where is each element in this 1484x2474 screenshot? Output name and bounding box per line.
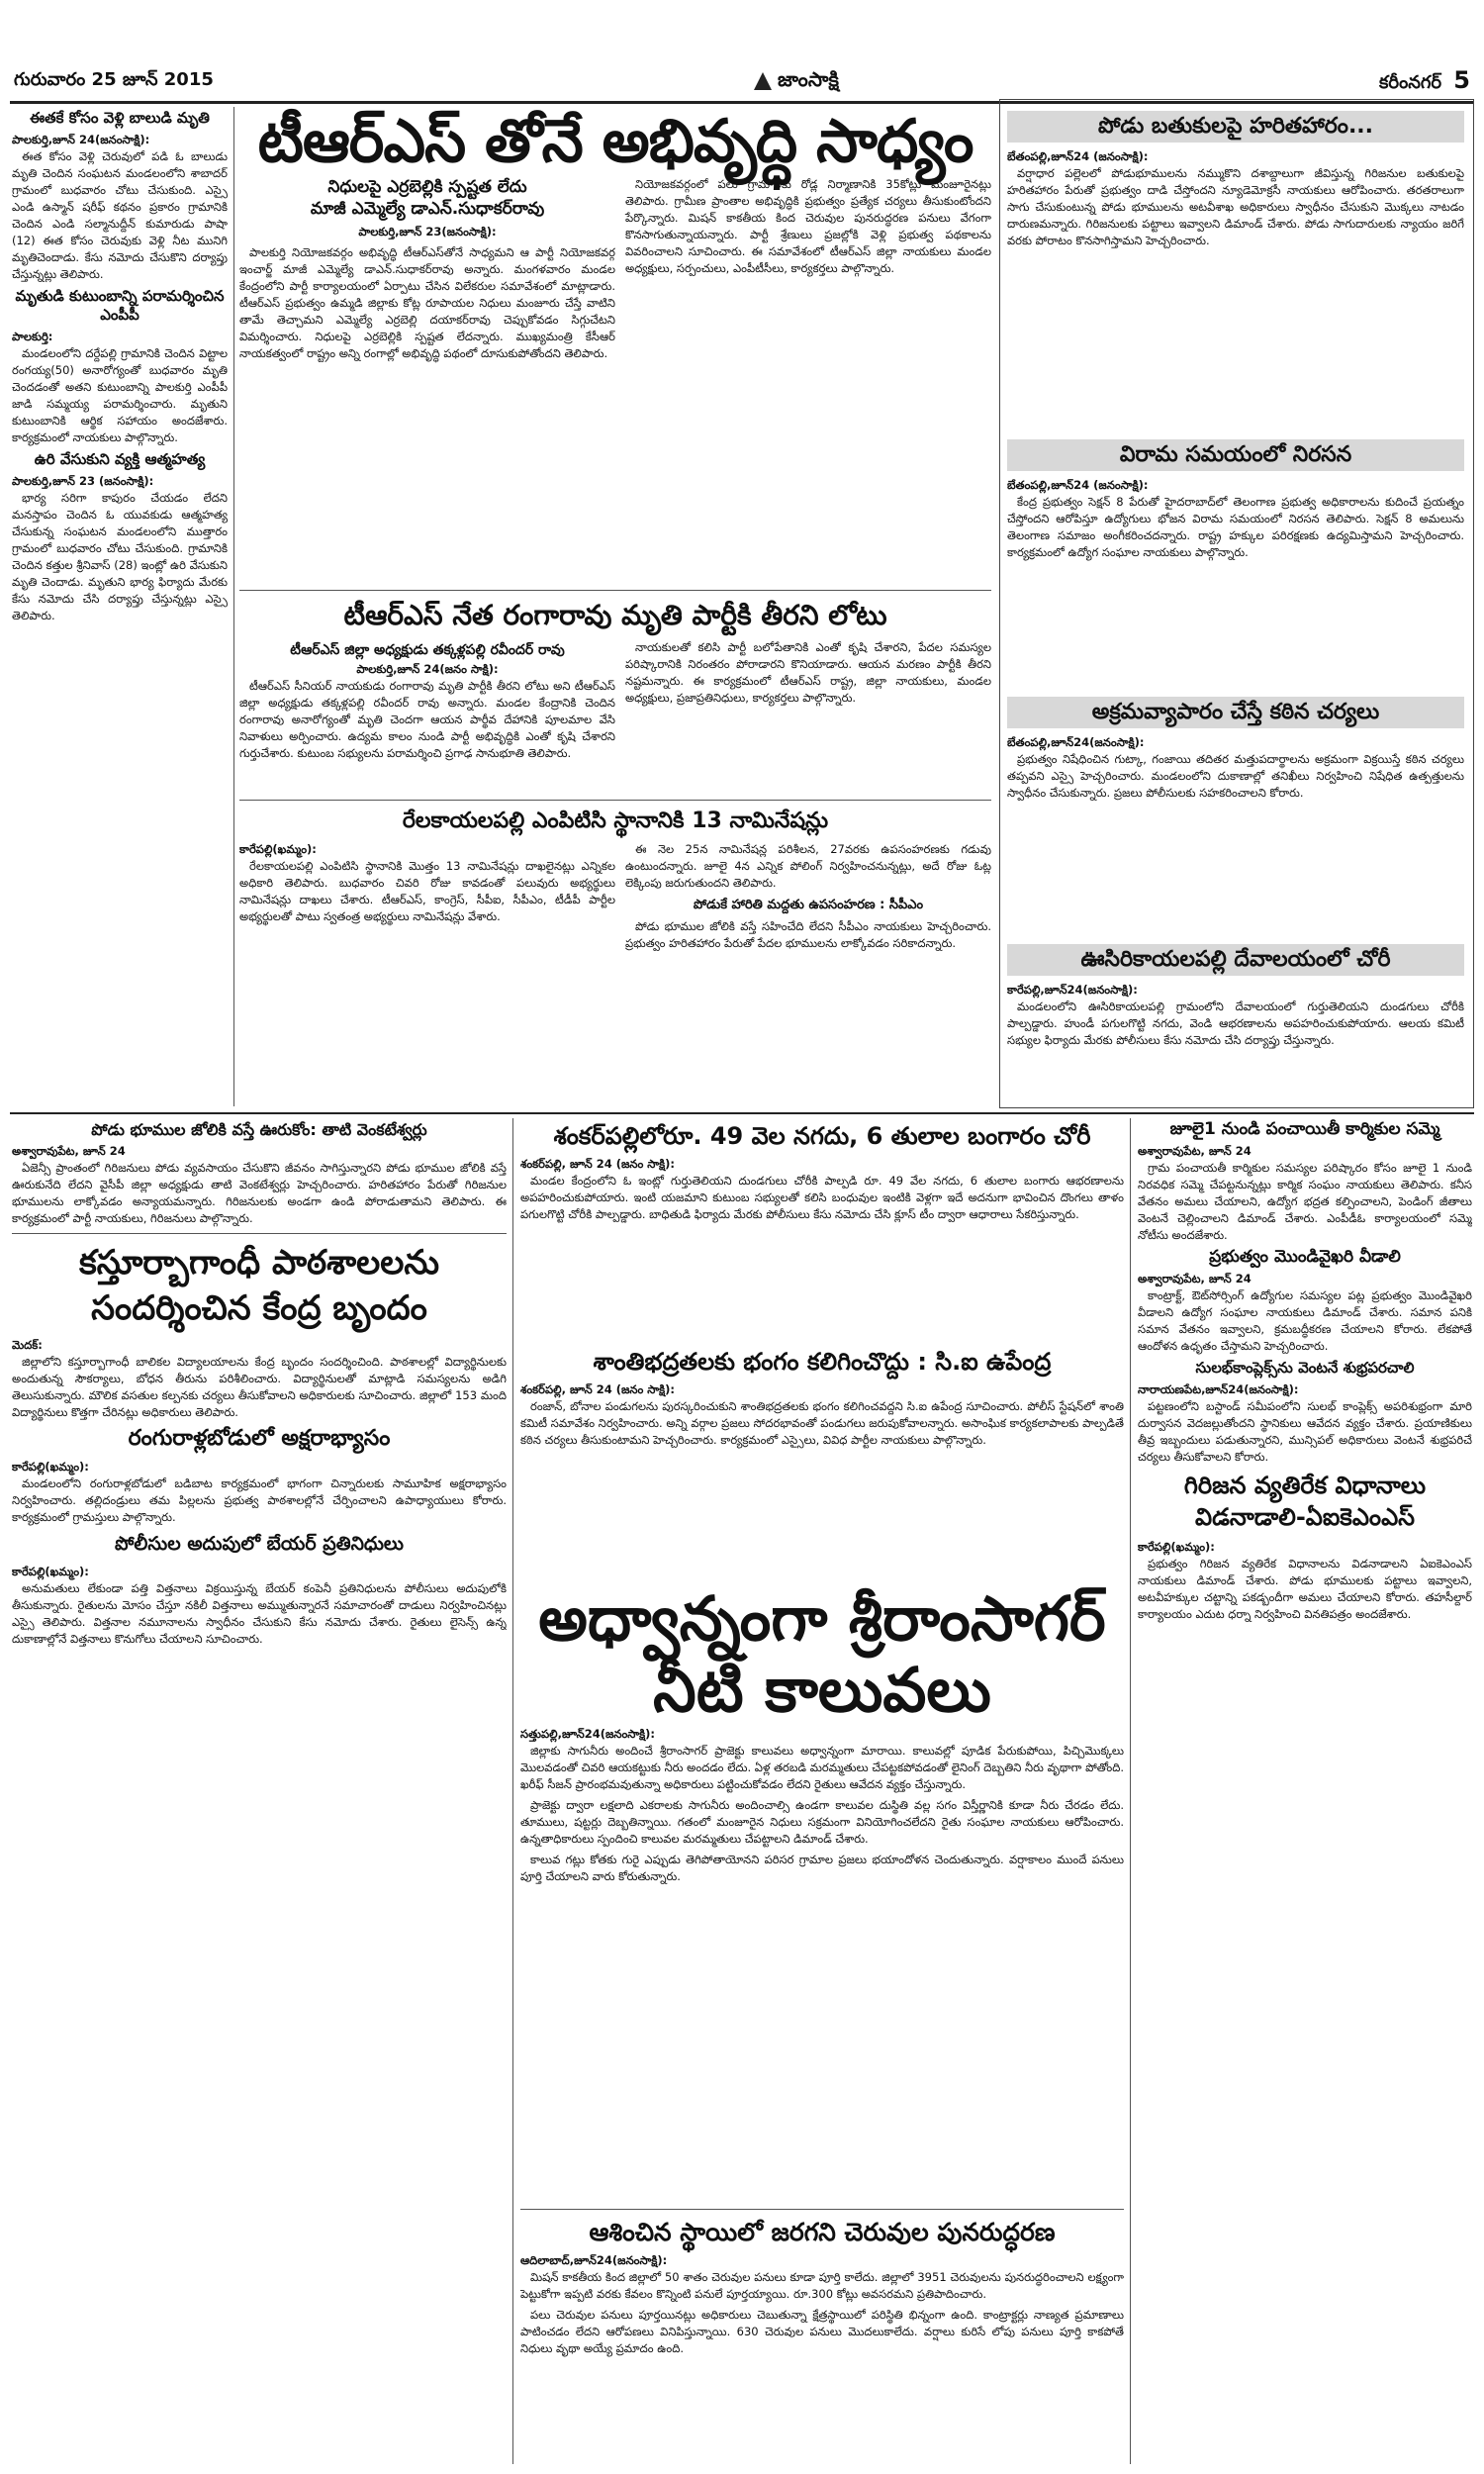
- article-heading: పోలీసుల అదుపులో బేయర్ ప్రతినిధులు: [115, 1533, 404, 1555]
- podu-article: [1007, 107, 1464, 344]
- article-heading: ఊసిరికాయలపల్లి దేవాలయంలో చోరీ: [1007, 944, 1464, 976]
- article-body: ప్రభుత్వం గిరిజన వ్యతిరేక విధానాలను విడనాడాలని ఏఐకెఎంఎస్ నాయకులు డిమాండ్ చేశారు. పోడు భూములకు పట్టాలు ఇవ్వాలని, అటవీహక్కుల చట్టాన్ని పకడ్బందీగా అమలు చేయాలని కోరారు. తహసీల్దార్ కార్యాలయం ఎదుట ధర్నా నిర్వహించి వినతిపత్రం అందజేశారు.: [1138, 1557, 1472, 1621]
- article-heading: గిరిజన వ్యతిరేక విధానాలు విడనాడాలి-ఏఐకెఎంఎస్: [1183, 1472, 1427, 1531]
- theft-article: [1007, 940, 1464, 1103]
- article-body: కేంద్ర ప్రభుత్వం సెక్షన్ 8 పేరుతో హైదరాబాద్‌లో తెలంగాణ ప్రభుత్వ అధికారాలను కుదించే ప్రయత్నం చేస్తోందని ఆరోపిస్తూ ఉద్యోగులు భోజన విరామ సమయంలో నిరసన తెలిపారు. సెక్షన్ 8 అమలును తెలంగాణ సమాజం అంగీకరించదన్నారు. రాష్ట్ర హక్కుల పరిరక్షణకు ఉద్యమిస్తామని హెచ్చరించారు. కార్యక్రమంలో ఉద్యోగ సంఘాల నాయకులు పాల్గొన్నారు.: [1007, 495, 1464, 559]
- dateline: కారేపల్లి(ఖమ్మం):: [12, 1460, 89, 1474]
- article-body: ప్రాజెక్టు ద్వారా లక్షలాది ఎకరాలకు సాగునీరు అందించాల్సి ఉండగా కాలువల దుస్థితి వల్ల సగం విస్తీర్ణానికి కూడా నీరు చేరడం లేదు. తూములు, షట్టర్లు దెబ్బతిన్నాయి. గతంలో మంజూరైన నిధులు సక్రమంగా వినియోగించలేదని రైతు సంఘాల నాయకులు ఆరోపించారు. ఉన్నతాధికారులు స్పందించి కాలువల మరమ్మతులు చేపట్టాలని డిమాండ్ చేశారు.: [520, 1798, 1124, 1846]
- srsp-headline-line2: నీటి కాలువలు: [653, 1654, 991, 1726]
- article-body: పోడు భూముల జోలికి వస్తే సహించేది లేదని సీపీఎం నాయకులు హెచ్చరించారు. ప్రభుత్వం హరితహారం పేరుతో పేదల భూములను లాక్కోవడం సరికాదన్నారు.: [625, 919, 991, 950]
- article-heading: టీఆర్ఎస్ నేత రంగారావు మృతి పార్టీకి తీరని లోటు: [343, 599, 887, 631]
- dateline: మెదక్:: [12, 1338, 43, 1352]
- dateline: బేతంపల్లి,జూన్24 (జనంసాక్షి):: [1007, 149, 1149, 163]
- article-heading: శాంతిభద్రతలకు భంగం కలిగించొద్దు : సి.ఐ ఉపేంద్ర: [593, 1348, 1052, 1376]
- page-number: 5: [1453, 65, 1470, 94]
- lead-headline: టీఆర్ఎస్ తోనే అభివృద్ధి సాధ్యం: [257, 107, 974, 176]
- article-heading: రేలకాయలపల్లి ఎంపిటిసి స్థానానికి 13 నామినేషన్లు: [402, 809, 829, 833]
- article-body: మండలంలోని రంగురాళ్లబోడులో బడిబాట కార్యక్రమంలో భాగంగా చిన్నారులకు సామూహిక అక్షరాభ్యాసం నిర్వహించారు. తల్లిదండ్రులు తమ పిల్లలను ప్రభుత్వ పాఠశాలల్లోనే చేర్పించాలని ఉపాధ్యాయులు కోరారు. కార్యక్రమంలో గ్రామస్తులు పాల్గొన్నారు.: [12, 1476, 507, 1524]
- dateline: పాలకుర్తి,జూన్ 24(జనంసాక్షి):: [12, 133, 150, 146]
- article-body: ప్రభుత్వం నిషేధించిన గుట్కా, గంజాయి తదితర మత్తుపదార్థాలను అక్రమంగా విక్రయిస్తే కఠిన చర్యలు తప్పవని ఎస్సై హెచ్చరించారు. మండలంలోని దుకాణాల్లో తనిఖీలు నిర్వహించి నిషేధిత ఉత్పత్తులను స్వాధీనం చేసుకున్నారు. ప్రజలు పోలీసులకు సహకరించాలని కోరారు.: [1007, 752, 1464, 800]
- article-heading: సులభ్‌కాంప్లెక్స్‌ను వెంటనే శుభ్రపరచాలి: [1195, 1359, 1415, 1377]
- article-heading: ఉరి వేసుకుని వ్యక్తి ఆత్మహత్య: [34, 450, 206, 468]
- brand: [754, 67, 839, 96]
- left-column: [12, 107, 228, 1111]
- article-heading: ఈతకే కోసం వెళ్లి బాలుడి మృతి: [30, 109, 210, 127]
- article-body: ఈ నెల 25న నామినేషన్ల పరిశీలన, 27వరకు ఉపసంహరణకు గడువు ఉంటుందన్నారు. జూలై 4న ఎన్నిక పోలింగ్ నిర్వహించనున్నట్లు, అదే రోజు ఓట్ల లెక్కింపు జరుగుతుందని తెలిపారు.: [625, 842, 991, 890]
- edition-name: కరీంనగర్: [1379, 71, 1441, 93]
- dateline: పాలకుర్తి:: [12, 330, 53, 343]
- issue-date: గురువారం 25 జూన్ 2015: [14, 68, 214, 90]
- dateline: శంకర్‌పల్లి, జూన్ 24 (జనం సాక్షి):: [520, 1382, 676, 1396]
- tanks-article: [520, 2215, 1124, 2462]
- bottom-right-column: [1138, 1118, 1472, 2464]
- article-body: భార్య సరిగా కాపురం చేయడం లేదని మనస్తాపం చెందిన ఓ యువకుడు ఆత్మహత్య చేసుకున్న సంఘటన మండలంలోని ముత్తారం గ్రామంలో బుధవారం చోటు చేసుకుంది. గ్రామానికి చెందిన కత్తుల శ్రీనివాస్ (28) ఇంట్లో ఉరి వేసుకుని మృతి చెందాడు. మృతుని భార్య ఫిర్యాదు మేరకు కేసు నమోదు చేసి దర్యాప్తు చేస్తున్నట్లు ఎస్సై తెలిపారు.: [12, 491, 228, 622]
- dateline: అశ్వారావుపేట, జూన్ 24: [1138, 1272, 1252, 1285]
- dateline: అశ్వారావుపేట, జూన్ 24: [12, 1144, 126, 1158]
- article-body: గ్రామ పంచాయతీ కార్మికుల సమస్యల పరిష్కారం కోసం జూలై 1 నుండి నిరవధిక సమ్మె చేపట్టనున్నట్లు కార్మిక సంఘం నాయకులు తెలిపారు. కనీస వేతనం అమలు చేయాలని, ఉద్యోగ భద్రత కల్పించాలని, పెండింగ్ జీతాలు వెంటనే చెల్లించాలని డిమాండ్ చేశారు. ఎంపీడీఓ కార్యాలయంలో సమ్మె నోటీసు అందజేశారు.: [1138, 1161, 1472, 1242]
- article-body: మండలంలోని దర్దేపల్లి గ్రామానికి చెందిన విట్టాల రంగయ్య(50) అనారోగ్యంతో బుధవారం మృతి చెందడంతో అతని కుటుంబాన్ని పాలకుర్తి ఎంపీపీ జాడి సమ్మయ్య పరామర్శించారు. మృతుని కుటుంబానికి ఆర్థిక సహాయం అందజేశారు. కార్యక్రమంలో నాయకులు పాల్గొన్నారు.: [12, 346, 228, 444]
- article-body: కాంట్రాక్ట్, ఔట్‌సోర్సింగ్ ఉద్యోగుల సమస్యల పట్ల ప్రభుత్వం మొండివైఖరి వీడాలని ఉద్యోగ సంఘాల నాయకులు డిమాండ్ చేశారు. సమాన పనికి సమాన వేతనం ఇవ్వాలని, క్రమబద్ధీకరణ చేయాలని కోరారు. లేకపోతే ఆందోళన ఉధృతం చేస్తామని హెచ్చరించారు.: [1138, 1288, 1472, 1353]
- article-body: జిల్లాకు సాగునీరు అందించే శ్రీరాంసాగర్ ప్రాజెక్టు కాలువలు అధ్వాన్నంగా మారాయి. కాలువల్లో పూడిక పేరుకుపోయి, పిచ్చిమొక్కలు మొలవడంతో చివరి ఆయకట్టుకు నీరు అందడం లేదు. ఏళ్ల తరబడి మరమ్మతులు చేపట్టకపోవడంతో లైనింగ్ దెబ్బతిని నీరు వృథాగా పోతోంది. ఖరీఫ్ సీజన్ ప్రారంభమవుతున్నా అధికారులు పట్టించుకోవడం లేదని రైతులు ఆవేదన వ్యక్తం చేస్తున్నారు.: [520, 1744, 1124, 1791]
- column-divider: [1130, 1118, 1131, 2464]
- akrama-article: [1007, 693, 1464, 930]
- edition-info: [1379, 66, 1474, 97]
- article-subheading: టీఆర్ఎస్ జిల్లా అధ్యక్షుడు తక్కళ్లపల్లి రవీందర్ రావు: [290, 642, 565, 658]
- dateline: సత్తుపల్లి,జూన్24(జనంసాక్షి):: [520, 1727, 656, 1741]
- article-body: పలు చెరువుల పనులు పూర్తయినట్లు అధికారులు చెబుతున్నా క్షేత్రస్థాయిలో పరిస్థితి భిన్నంగా ఉంది. కాంట్రాక్టర్లు నాణ్యత ప్రమాణాలు పాటించడం లేదని ఆరోపణలు వినిపిస్తున్నాయి. 630 చెరువుల పనులు మొదలుకాలేదు. వర్షాలు కురిసే లోపు పనులు పూర్తి కాకపోతే నిధులు వృథా అయ్యే ప్రమాదం ఉంది.: [520, 2308, 1124, 2355]
- article-body: వర్షాధార పల్లెలలో పోడుభూములను నమ్ముకొని దశాబ్దాలుగా జీవిస్తున్న గిరిజనుల బతుకులపై హరితహారం పేరుతో ప్రభుత్వం దాడి చేస్తోందని న్యూడెమోక్రసీ నాయకులు ఆరోపించారు. తరతరాలుగా సాగు చేసుకుంటున్న పోడు భూములను అటవీశాఖ అధికారులు స్వాధీనం చేసుకుని మొక్కలు నాటడం దారుణమన్నారు. గిరిజనులకు పట్టాలు ఇవ్వాలని డిమాండ్ చేశారు. పోడు సాగుదారులకు న్యాయం జరిగే వరకు పోరాటం కొనసాగిస్తామని హెచ్చరించారు.: [1007, 166, 1464, 247]
- brand-logo-icon: [754, 72, 772, 90]
- dateline: బేతంపల్లి,జూన్24(జనంసాక్షి):: [1007, 735, 1145, 749]
- article-heading: ప్రభుత్వం మొండివైఖరి వీడాలి: [1209, 1247, 1401, 1267]
- dateline: ఆదిలాబాద్,జూన్24(జనంసాక్షి):: [520, 2253, 668, 2267]
- article-body: మిషన్ కాకతీయ కింద జిల్లాలో 50 శాతం చెరువుల పనులు కూడా పూర్తి కాలేదు. జిల్లాలో 3951 చెరువులను పునరుద్ధరించాలని లక్ష్యంగా పెట్టుకోగా ఇప్పటి వరకు కేవలం కొన్నింటి పనులే పూర్తయ్యాయి. రూ.300 కోట్లు అవసరమని ప్రతిపాదించారు.: [520, 2270, 1124, 2301]
- dateline: శంకర్‌పల్లి, జూన్ 24 (జనం సాక్షి):: [520, 1157, 676, 1171]
- peace-article: [520, 1344, 1124, 1562]
- article-heading: కస్తూర్బాగాంధీ పాఠశాలలను సందర్శించిన కేంద్ర బృందం: [78, 1243, 440, 1328]
- article-body: జిల్లాలోని కస్తూర్బాగాంధీ బాలికల విద్యాలయాలను కేంద్ర బృందం సందర్శించింది. పాఠశాలల్లో విద్యార్థినులకు అందుతున్న సౌకర్యాలు, బోధన తీరును పరిశీలించారు. విద్యార్థినులతో మాట్లాడి సమస్యలను అడిగి తెలుసుకున్నారు. మౌలిక వసతుల కల్పనకు చర్యలు తీసుకోవాలని అధికారులకు సూచించారు. జిల్లాలో 153 మంది విద్యార్థినులు కొత్తగా చేరినట్లు అధికారులు తెలిపారు.: [12, 1355, 507, 1419]
- obituary-article: [239, 594, 991, 792]
- srsp-headline-line1: అధ్వాన్నంగా శ్రీరాంసాగర్: [538, 1583, 1106, 1655]
- dateline: కారేపల్లి(ఖమ్మం):: [12, 1565, 89, 1578]
- brand-name: జాంసాక్షి: [777, 66, 839, 91]
- article-body: పట్టణంలోని బస్టాండ్ సమీపంలోని సులభ్ కాంప్లెక్స్ అపరిశుభ్రంగా మారి దుర్వాసన వెదజల్లుతోందని స్థానికులు ఆవేదన వ్యక్తం చేశారు. ప్రయాణికులు తీవ్ర ఇబ్బందులు పడుతున్నారని, మున్సిపల్ అధికారులు వెంటనే శుభ్రపరిచే చర్యలు తీసుకోవాలని కోరారు.: [1138, 1399, 1472, 1464]
- section-divider: [12, 1233, 507, 1234]
- article-heading: మృతుడి కుటుంబాన్ని పరామర్శించిన ఎంపీపీ: [15, 287, 225, 324]
- article-heading: అక్రమవ్యాపారం చేస్తే కఠిన చర్యలు: [1007, 697, 1464, 728]
- dateline: కారేపల్లి,జూన్24(జనంసాక్షి):: [1007, 983, 1138, 997]
- column-divider: [233, 107, 234, 1106]
- theft2-article: [520, 1118, 1124, 1336]
- lead-subheading: మాజీ ఎమ్మెల్యే డాఎన్.సుధాకర్‌రావు: [310, 199, 545, 219]
- article-body: ఈత కోసం వెళ్లి చెరువులో పడి ఓ బాలుడు మృతి చెందిన సంఘటన మండలంలోని శాబాదర్ గ్రామంలో బుధవారం చోటు చేసుకుంది. ఎస్సై ఎండి ఉస్మాన్ షరీఫ్ కథనం ప్రకారం గ్రామానికి చెందిన ఎండి సల్మానుద్దీన్ కుమారుడు పాషా (12) ఈత కోసం చెరువుకు వెళ్లి నీట మునిగి మృతిచెందాడు. కేసు నమోదు చేసుకొని దర్యాప్తు చేస్తున్నట్లు తెలిపారు.: [12, 149, 228, 281]
- article-heading: పోడు భూముల జోలికి వస్తే ఊరుకోం: తాటి వెంకటేశ్వర్లు: [91, 1120, 427, 1139]
- dateline: బేతంపల్లి,జూన్24 (జనంసాక్షి):: [1007, 478, 1149, 492]
- section-divider: [520, 2209, 1124, 2210]
- dateline: కారేపల్లి(ఖమ్మం):: [239, 842, 317, 856]
- article-subheading: పోడుకే హారితి మద్దతు ఉపసంహరణ : సీపీఎం: [693, 898, 924, 912]
- lead-article: [239, 107, 991, 582]
- viraama-article: [1007, 435, 1464, 693]
- article-heading: శంకర్‌పల్లిలోరూ. 49 వెల నగదు, 6 తులాల బంగారం చోరీ: [553, 1122, 1091, 1150]
- fold-divider: [10, 1112, 1474, 1114]
- article-body: ఏజెన్సీ ప్రాంతంలో గిరిజనులు పోడు వ్యవసాయం చేసుకొని జీవనం సాగిస్తున్నారని పోడు భూముల జోలికి వస్తే ఊరుకునేది లేదని వైసీపీ జిల్లా అధ్యక్షుడు తాటి వెంకటేశ్వర్లు హెచ్చరించారు. హరితహారం పేరుతో గిరిజనుల భూములను లాక్కోవడం అన్యాయమన్నారు. గిరిజనులకు అండగా ఉండి పోరాడుతామని తెలిపారు. ఈ కార్యక్రమంలో పార్టీ నాయకులు, గిరిజనులు పాల్గొన్నారు.: [12, 1161, 507, 1225]
- srsp-article: [520, 1583, 1124, 2202]
- article-body: నియోజకవర్గంలో పలు గ్రామాలకు రోడ్ల నిర్మాణానికి 35కోట్లు మంజూరైనట్లు తెలిపారు. గ్రామీణ ప్రాంతాల అభివృద్ధికి ప్రభుత్వం ప్రత్యేక చర్యలు తీసుకుంటోందని పేర్కొన్నారు. మిషన్ కాకతీయ కింద చెరువుల పునరుద్ధరణ పనులు వేగంగా కొనసాగుతున్నాయన్నారు. పార్టీ శ్రేణులు ప్రజల్లోకి వెళ్లి ప్రభుత్వ పథకాలను వివరించాలని సూచించారు. ఈ సమావేశంలో టీఆర్ఎస్ జిల్లా నాయకులు మండల అధ్యక్షులు, సర్పంచులు, ఎంపీటీసీలు, కార్యకర్తలు పాల్గొన్నారు.: [625, 177, 991, 275]
- article-heading: రంగురాళ్లబోడులో అక్షరాభ్యాసం: [128, 1426, 391, 1451]
- dateline: అశ్వారావుపేట, జూన్ 24: [1138, 1144, 1252, 1158]
- article-body: మండల కేంద్రంలోని ఓ ఇంట్లో గుర్తుతెలియని దుండగులు చోరీకి పాల్పడి రూ. 49 వేల నగదు, 6 తులాల బంగారు ఆభరణాలను అపహరించుకుపోయారు. ఇంటి యజమాని కుటుంబ సభ్యులతో కలిసి బంధువుల ఇంటికి వెళ్లగా ఇదే అదనుగా భావించిన దొంగలు తాళం పగులగొట్టి చోరీకి పాల్పడ్డారు. బాధితుడి ఫిర్యాదు మేరకు పోలీసులు కేసు నమోదు చేసి క్లూస్ టీం ద్వారా ఆధారాలు సేకరిస్తున్నారు.: [520, 1174, 1124, 1221]
- section-divider: [239, 800, 991, 801]
- dateline: పాలకుర్తి,జూన్ 23 (జనంసాక్షి):: [12, 474, 154, 488]
- dateline: పాలకుర్తి,జూన్ 24(జనం సాక్షి):: [356, 662, 499, 676]
- dateline: పాలకుర్తి,జూన్ 23(జనంసాక్షి):: [358, 225, 497, 238]
- article-body: టీఆర్ఎస్ సీనియర్ నాయకుడు రంగారావు మృతి పార్టీకి తీరని లోటు అని టీఆర్ఎస్ జిల్లా అధ్యక్షుడు తక్కళ్లపల్లి రవీందర్ రావు అన్నారు. మండల కేంద్రానికి చెందిన రంగారావు అనారోగ్యంతో మృతి చెందగా ఆయన పార్థీవ దేహానికి పూలమాల వేసి నివాళులు అర్పించారు. ఉద్యమ కాలం నుండి పార్టీ అభివృద్ధికి ఎంతో కృషి చేశారని గుర్తుచేశారు. కుటుంబ సభ్యులను పరామర్శించి ప్రగాఢ సానుభూతి తెలిపారు.: [239, 679, 615, 760]
- article-heading: ఆశించిన స్థాయిలో జరగని చెరువుల పునరుద్ధరణ: [589, 2218, 1056, 2246]
- dateline: కారేపల్లి(ఖమ్మం):: [1138, 1540, 1215, 1554]
- bottom-left-column: [12, 1118, 507, 2464]
- lead-subheading: నిధులపై ఎర్రబెల్లికి స్పష్టత లేదు: [327, 177, 527, 197]
- article-body: నాయకులతో కలిసి పార్టీ బలోపేతానికి ఎంతో కృషి చేశారని, పేదల సమస్యల పరిష్కారానికి నిరంతరం పోరాడారని కొనియాడారు. ఆయన మరణం పార్టీకి తీరని నష్టమన్నారు. ఈ కార్యక్రమంలో టీఆర్ఎస్ రాష్ట్ర, జిల్లా నాయకులు, మండల అధ్యక్షులు, ప్రజాప్రతినిధులు, కార్యకర్తలు పాల్గొన్నారు.: [625, 640, 991, 705]
- column-divider: [512, 1118, 513, 2464]
- article-body: అనుమతులు లేకుండా పత్తి విత్తనాలు విక్రయిస్తున్న బేయర్ కంపెనీ ప్రతినిధులను పోలీసులు అదుపులోకి తీసుకున్నారు. రైతులను మోసం చేస్తూ నకిలీ విత్తనాలు అమ్ముతున్నారనే సమాచారంతో దాడులు నిర్వహించినట్లు ఎస్సై తెలిపారు. విత్తనాల నమూనాలను స్వాధీనం చేసుకుని కేసు నమోదు చేశారు. రైతులు లైసెన్స్ ఉన్న దుకాణాల్లోనే విత్తనాలు కొనుగోలు చేయాలని సూచించారు.: [12, 1581, 507, 1646]
- article-body: రేలకాయలపల్లి ఎంపిటిసి స్థానానికి మొత్తం 13 నామినేషన్లు దాఖలైనట్లు ఎన్నికల అధికారి తెలిపారు. బుధవారం చివరి రోజు కావడంతో పలువురు అభ్యర్థులు నామినేషన్లు దాఖలు చేశారు. టీఆర్ఎస్, కాంగ్రెస్, సీపీఐ, సీపీఎం, టీడీపీ పార్టీల అభ్యర్థులతో పాటు స్వతంత్ర అభ్యర్థులు నామినేషన్లు వేశారు.: [239, 859, 615, 923]
- article-body: కాలువ గట్లు కోతకు గురై ఎప్పుడు తెగిపోతాయోనని పరిసర గ్రామాల ప్రజలు భయాందోళన చెందుతున్నారు. వర్షాకాలం ముందే పనులు పూర్తి చేయాలని వారు కోరుతున్నారు.: [520, 1853, 1124, 1883]
- article-heading: విరామ సమయంలో నిరసన: [1007, 439, 1464, 471]
- masthead: [10, 61, 1474, 104]
- article-body: పాలకుర్తి నియోజకవర్గం అభివృద్ధి టీఆర్ఎస్‌తోనే సాధ్యమని ఆ పార్టీ నియోజకవర్గ ఇంచార్జ్ మాజీ ఎమ్మెల్యే డాఎన్.సుధాకర్‌రావు అన్నారు. మంగళవారం మండల కేంద్రంలోని పార్టీ కార్యాలయంలో ఏర్పాటు చేసిన విలేకరుల సమావేశంలో మాట్లాడారు. టీఆర్ఎస్ ప్రభుత్వం ఉమ్మడి జిల్లాకు కోట్ల రూపాయల నిధులు మంజూరు చేస్తే వాటిని తామే తెచ్చామని ఎమ్మెల్యే ఎర్రబెల్లి దయాకర్‌రావు చెప్పుకోవడం సిగ్గుచేటని విమర్శించారు. నిధులపై ఎర్రబెల్లికి స్పష్టత లేదన్నారు. ముఖ్యమంత్రి కేసీఆర్ నాయకత్వంలో రాష్ట్రం అన్ని రంగాల్లో అభివృద్ధి పథంలో దూసుకుపోతోందని తెలిపారు.: [239, 245, 615, 360]
- article-body: రంజాన్, బోనాల పండుగలను పురస్కరించుకుని శాంతిభద్రతలకు భంగం కలిగించవద్దని సి.ఐ ఉపేంద్ర సూచించారు. పోలీస్ స్టేషన్‌లో శాంతి కమిటీ సమావేశం నిర్వహించారు. అన్ని వర్గాల ప్రజలు సోదరభావంతో పండుగలు జరుపుకోవాలన్నారు. అసాంఘిక కార్యకలాపాలకు పాల్పడితే కఠిన చర్యలు తీసుకుంటామని హెచ్చరించారు. కార్యక్రమంలో ఎస్సైలు, వివిధ పార్టీల నాయకులు పాల్గొన్నారు.: [520, 1399, 1124, 1447]
- section-divider: [239, 590, 991, 591]
- nominations-article: [239, 804, 991, 1105]
- article-heading: జూలై1 నుండి పంచాయితీ కార్మికుల సమ్మె: [1169, 1119, 1440, 1139]
- article-body: మండలంలోని ఊసిరికాయలపల్లి గ్రామంలోని దేవాలయంలో గుర్తుతెలియని దుండగులు చోరీకి పాల్పడ్డారు. హుండీ పగులగొట్టి నగదు, వెండి ఆభరణాలను అపహరించుకుపోయారు. ఆలయ కమిటీ సభ్యుల ఫిర్యాదు మేరకు పోలీసులు కేసు నమోదు చేసి దర్యాప్తు చేస్తున్నారు.: [1007, 999, 1464, 1047]
- dateline: నారాయణపేట,జూన్24(జనంసాక్షి):: [1138, 1382, 1299, 1396]
- article-heading: పోడు బతుకులపై హరితహారం...: [1007, 111, 1464, 143]
